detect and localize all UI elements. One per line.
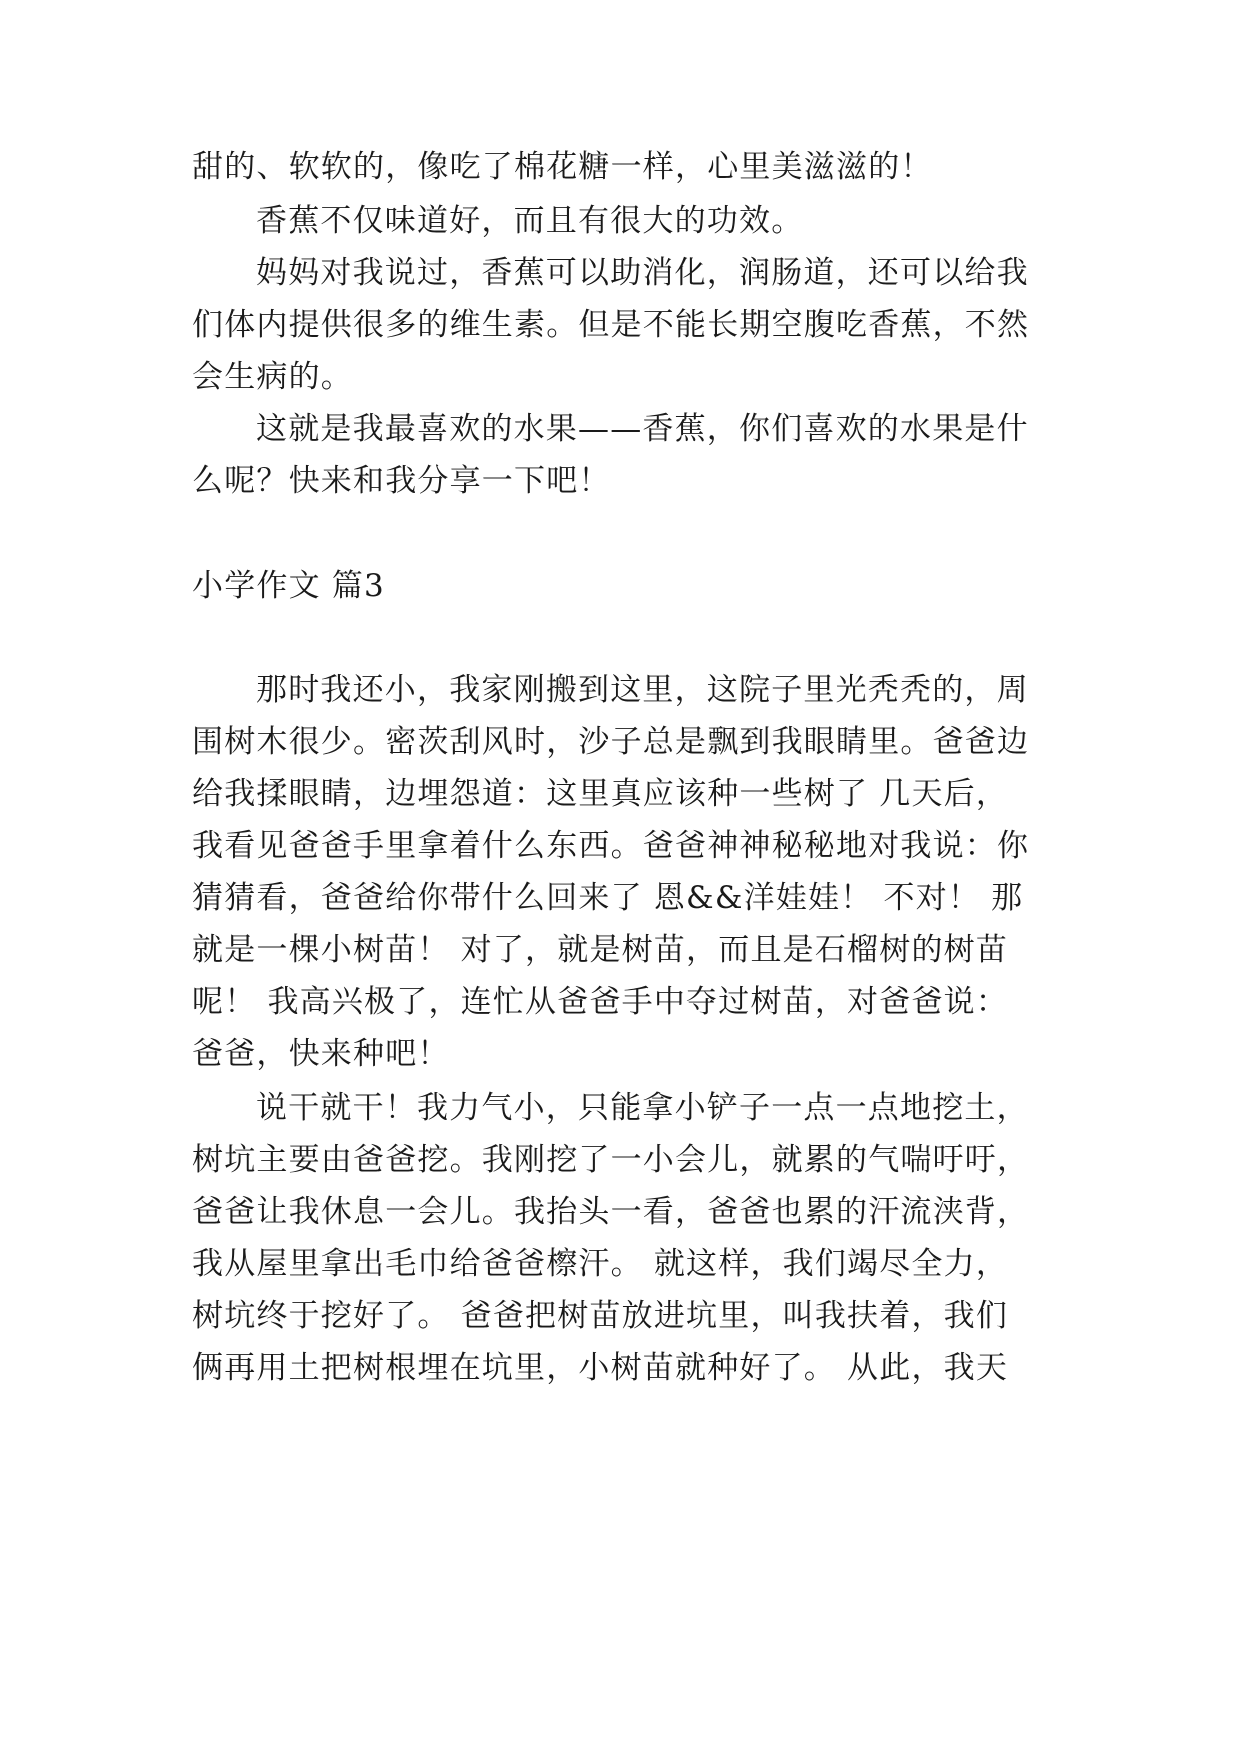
paragraph-line: 么呢？快来和我分享一下吧！ [192,463,611,499]
paragraph-line: 我看见爸爸手里拿着什么东西。爸爸神神秘秘地对我说：你 [192,828,1030,864]
paragraph-line: 们体内提供很多的维生素。但是不能长期空腹吃香蕉，不然 [192,307,1030,343]
section-heading: 小学作文 篇3 [192,568,385,604]
paragraph-line: 给我揉眼睛，边埋怨道：这里真应该种一些树了 几天后， [192,776,1009,812]
paragraph-line: 俩再用土把树根埋在坑里，小树苗就种好了。 从此，我天 [192,1350,1009,1386]
paragraph-line: 树坑终于挖好了。 爸爸把树苗放进坑里，叫我扶着，我们 [192,1298,1009,1334]
paragraph-line: 妈妈对我说过，香蕉可以助消化，润肠道，还可以给我 [256,255,1029,291]
paragraph-line: 说干就干！我力气小，只能拿小铲子一点一点地挖土， [256,1090,1029,1126]
paragraph-line: 那时我还小，我家刚搬到这里，这院子里光秃秃的，周 [256,672,1029,708]
paragraph-line: 我从屋里拿出毛巾给爸爸檫汗。 就这样，我们竭尽全力， [192,1246,1009,1282]
paragraph-line: 爸爸，快来种吧！ [192,1036,450,1072]
paragraph-line: 这就是我最喜欢的水果——香蕉，你们喜欢的水果是什 [256,411,1029,447]
paragraph-line: 就是一棵小树苗！ 对了，就是树苗，而且是石榴树的树苗 [192,932,1009,968]
paragraph-line: 会生病的。 [192,359,353,395]
paragraph-line: 猜猜看，爸爸给你带什么回来了 恩&&洋娃娃！ 不对！ 那 [192,880,1024,916]
paragraph-line: 树坑主要由爸爸挖。我刚挖了一小会儿，就累的气喘吁吁， [192,1142,1030,1178]
paragraph-line: 甜的、软软的，像吃了棉花糖一样，心里美滋滋的！ [192,149,933,185]
paragraph-line: 围树木很少。密茨刮风时，沙子总是飘到我眼睛里。爸爸边 [192,724,1030,760]
paragraph-line: 香蕉不仅味道好，而且有很大的功效。 [256,203,804,239]
paragraph-line: 呢！ 我高兴极了，连忙从爸爸手中夺过树苗，对爸爸说： [192,984,1009,1020]
paragraph-line: 爸爸让我休息一会儿。我抬头一看，爸爸也累的汗流浃背， [192,1194,1030,1230]
